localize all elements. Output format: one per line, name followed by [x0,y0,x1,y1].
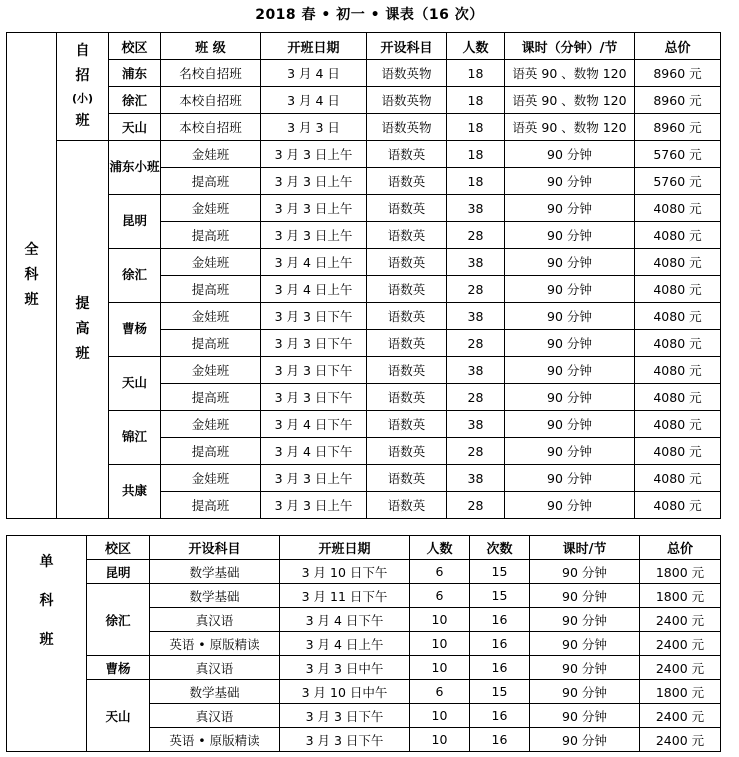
date-cell: 3 月 4 日上午 [261,276,367,303]
hours-cell: 90 分钟 [530,704,640,728]
date-cell: 3 月 4 日下午 [261,411,367,438]
column-header: 开设科目 [150,536,280,560]
count-cell: 18 [447,168,505,195]
date-cell: 3 月 3 日上午 [261,195,367,222]
subject-cell: 数学基础 [150,560,280,584]
date-cell: 3 月 3 日下午 [280,728,410,752]
campus-cell [109,141,161,195]
hours-cell: 90 分钟 [530,584,640,608]
hours-cell: 语英 90 、数物 120 [505,114,635,141]
count-cell: 6 [410,680,470,704]
table-row [7,680,721,704]
table-header-row [7,536,721,560]
full-subject-label-char: 全 [24,242,39,259]
price-cell: 4080 元 [635,438,721,465]
campus-cell: 徐汇 [87,584,150,656]
hours-cell: 90 分钟 [505,249,635,276]
hours-cell: 90 分钟 [505,438,635,465]
date-cell: 3 月 4 日上午 [280,632,410,656]
subjects-cell: 语数英 [367,465,447,492]
date-cell: 3 月 4 日下午 [280,608,410,632]
price-cell: 8960 元 [635,60,721,87]
subject-cell: 真汉语 [150,704,280,728]
self-enroll-label-char: (小) [71,92,94,106]
subjects-cell: 语数英 [367,330,447,357]
date-cell: 3 月 3 日上午 [261,141,367,168]
price-cell: 4080 元 [635,492,721,519]
hours-cell: 90 分钟 [505,168,635,195]
subjects-cell: 语数英 [367,222,447,249]
self-enroll-label-char: 班 [75,113,90,130]
column-header: 人数 [410,536,470,560]
column-header: 校区 [109,33,161,60]
subject-cell: 英语 • 原版精读 [150,632,280,656]
date-cell: 3 月 10 日下午 [280,560,410,584]
price-cell: 8960 元 [635,114,721,141]
count-cell: 6 [410,560,470,584]
subject-cell: 英语 • 原版精读 [150,728,280,752]
subjects-cell: 语数英 [367,492,447,519]
class-cell: 名校自招班 [161,60,261,87]
date-cell: 3 月 3 日上午 [261,168,367,195]
class-cell: 本校自招班 [161,87,261,114]
price-cell: 2400 元 [640,704,721,728]
date-cell: 3 月 3 日下午 [261,330,367,357]
count-cell: 38 [447,357,505,384]
subject-cell: 数学基础 [150,680,280,704]
price-cell: 1800 元 [640,680,721,704]
price-cell: 1800 元 [640,584,721,608]
table-row [7,560,721,584]
class-cell: 金娃班 [161,357,261,384]
price-cell: 4080 元 [635,357,721,384]
campus-name: 徐汇 [121,267,147,283]
subjects-cell: 语数英 [367,303,447,330]
full-subject-label-char: 班 [24,291,39,308]
improve-label-char: 高 [75,321,90,338]
full-course-table [6,32,721,519]
campus-cell: 浦东 [109,60,161,87]
times-cell: 15 [470,584,530,608]
date-cell: 3 月 3 日上午 [261,465,367,492]
table-header-row [7,33,721,60]
column-header: 总价 [635,33,721,60]
campus-cell [109,465,161,519]
table-row [7,303,721,330]
campus-name: 天山 [121,375,147,391]
date-cell: 3 月 3 日下午 [280,704,410,728]
self-enroll-label-char: 招 [75,67,90,84]
date-cell: 3 月 3 日下午 [261,303,367,330]
hours-cell: 90 分钟 [505,303,635,330]
count-cell: 10 [410,608,470,632]
count-cell: 18 [447,114,505,141]
count-cell: 10 [410,704,470,728]
column-header: 次数 [470,536,530,560]
price-cell: 2400 元 [640,608,721,632]
column-header: 开班日期 [280,536,410,560]
times-cell: 16 [470,608,530,632]
subject-cell: 真汉语 [150,656,280,680]
hours-cell: 90 分钟 [530,656,640,680]
class-cell: 金娃班 [161,141,261,168]
date-cell: 3 月 10 日中午 [280,680,410,704]
hours-cell: 90 分钟 [530,560,640,584]
price-cell: 2400 元 [640,656,721,680]
table-row [7,195,721,222]
subjects-cell: 语数英 [367,384,447,411]
class-cell: 金娃班 [161,465,261,492]
class-cell: 金娃班 [161,411,261,438]
date-cell: 3 月 3 日 [261,114,367,141]
campus-name: 昆明 [121,213,147,229]
count-cell: 28 [447,438,505,465]
subjects-cell: 语数英 [367,276,447,303]
price-cell: 4080 元 [635,465,721,492]
campus-cell [109,249,161,303]
table-row [7,249,721,276]
date-cell: 3 月 4 日下午 [261,438,367,465]
subjects-cell: 语数英 [367,438,447,465]
hours-cell: 90 分钟 [505,195,635,222]
date-cell: 3 月 11 日下午 [280,584,410,608]
column-header: 开设科目 [367,33,447,60]
class-cell: 金娃班 [161,249,261,276]
table-row [7,87,721,114]
campus-name: 浦东小班 [109,159,160,175]
table-row [7,141,721,168]
price-cell: 4080 元 [635,330,721,357]
price-cell: 5760 元 [635,141,721,168]
hours-cell: 语英 90 、数物 120 [505,87,635,114]
class-cell: 金娃班 [161,195,261,222]
date-cell: 3 月 3 日中午 [280,656,410,680]
count-cell: 10 [410,632,470,656]
hours-cell: 90 分钟 [505,357,635,384]
price-cell: 1800 元 [640,560,721,584]
count-cell: 38 [447,465,505,492]
self-enroll-label [57,33,109,141]
column-header: 课时/节 [530,536,640,560]
improve-label-char: 班 [75,345,90,362]
table-row [7,465,721,492]
campus-name: 共康 [121,483,147,499]
column-header: 人数 [447,33,505,60]
column-header: 开班日期 [261,33,367,60]
count-cell: 28 [447,492,505,519]
price-cell: 4080 元 [635,303,721,330]
price-cell: 4080 元 [635,411,721,438]
hours-cell: 语英 90 、数物 120 [505,60,635,87]
count-cell: 38 [447,411,505,438]
date-cell: 3 月 3 日下午 [261,357,367,384]
campus-cell [109,357,161,411]
hours-cell: 90 分钟 [530,632,640,656]
price-cell: 4080 元 [635,222,721,249]
subjects-cell: 语数英 [367,357,447,384]
subjects-cell: 语数英物 [367,114,447,141]
table-row [7,656,721,680]
date-cell: 3 月 3 日上午 [261,492,367,519]
subject-cell: 真汉语 [150,608,280,632]
count-cell: 10 [410,728,470,752]
price-cell: 4080 元 [635,384,721,411]
class-cell: 提高班 [161,438,261,465]
subjects-cell: 语数英 [367,141,447,168]
campus-cell: 天山 [109,114,161,141]
count-cell: 10 [410,656,470,680]
count-cell: 6 [410,584,470,608]
improve-label [57,141,109,519]
single-subject-label-char: 单 [39,554,54,570]
count-cell: 28 [447,222,505,249]
hours-cell: 90 分钟 [530,608,640,632]
price-cell: 2400 元 [640,632,721,656]
hours-cell: 90 分钟 [530,728,640,752]
single-subject-label-char: 科 [39,592,54,609]
single-subject-label [7,536,87,752]
self-enroll-label-char: 自 [75,42,90,59]
table-row [7,114,721,141]
price-cell: 4080 元 [635,249,721,276]
times-cell: 16 [470,656,530,680]
column-header: 班 级 [161,33,261,60]
price-cell: 4080 元 [635,276,721,303]
count-cell: 28 [447,384,505,411]
hours-cell: 90 分钟 [530,680,640,704]
class-cell: 本校自招班 [161,114,261,141]
table-row [7,60,721,87]
class-cell: 提高班 [161,276,261,303]
hours-cell: 90 分钟 [505,411,635,438]
date-cell: 3 月 3 日下午 [261,384,367,411]
subjects-cell: 语数英物 [367,87,447,114]
hours-cell: 90 分钟 [505,141,635,168]
class-cell: 提高班 [161,492,261,519]
date-cell: 3 月 4 日上午 [261,249,367,276]
times-cell: 16 [470,728,530,752]
single-course-table [6,535,721,752]
campus-cell: 曹杨 [87,656,150,680]
hours-cell: 90 分钟 [505,330,635,357]
count-cell: 38 [447,303,505,330]
count-cell: 28 [447,276,505,303]
class-cell: 提高班 [161,384,261,411]
full-subject-label-char: 科 [24,267,39,284]
campus-cell: 徐汇 [109,87,161,114]
date-cell: 3 月 3 日上午 [261,222,367,249]
campus-cell [109,303,161,357]
subjects-cell: 语数英 [367,249,447,276]
times-cell: 15 [470,560,530,584]
table-row [7,357,721,384]
table-row [7,584,721,608]
campus-cell: 天山 [87,680,150,752]
campus-cell [109,411,161,465]
count-cell: 28 [447,330,505,357]
class-cell: 提高班 [161,330,261,357]
class-cell: 金娃班 [161,303,261,330]
column-header: 课时（分钟）/节 [505,33,635,60]
price-cell: 2400 元 [640,728,721,752]
full-subject-label [7,33,57,519]
times-cell: 15 [470,680,530,704]
subjects-cell: 语数英物 [367,60,447,87]
column-header: 校区 [87,536,150,560]
campus-name: 曹杨 [121,321,147,337]
class-cell: 提高班 [161,222,261,249]
price-cell: 5760 元 [635,168,721,195]
hours-cell: 90 分钟 [505,384,635,411]
hours-cell: 90 分钟 [505,492,635,519]
hours-cell: 90 分钟 [505,222,635,249]
price-cell: 8960 元 [635,87,721,114]
column-header: 总价 [640,536,721,560]
subjects-cell: 语数英 [367,411,447,438]
subject-cell: 数学基础 [150,584,280,608]
page-title: 2018 春 • 初一 • 课表（16 次） [255,7,484,23]
count-cell: 18 [447,141,505,168]
subjects-cell: 语数英 [367,168,447,195]
count-cell: 38 [447,195,505,222]
campus-name: 锦江 [121,429,147,445]
hours-cell: 90 分钟 [505,276,635,303]
single-subject-label-char: 班 [39,631,54,648]
times-cell: 16 [470,632,530,656]
count-cell: 38 [447,249,505,276]
count-cell: 18 [447,60,505,87]
times-cell: 16 [470,704,530,728]
class-cell: 提高班 [161,168,261,195]
subjects-cell: 语数英 [367,195,447,222]
price-cell: 4080 元 [635,195,721,222]
hours-cell: 90 分钟 [505,465,635,492]
campus-cell [109,195,161,249]
campus-cell: 昆明 [87,560,150,584]
date-cell: 3 月 4 日 [261,87,367,114]
table-row [7,411,721,438]
count-cell: 18 [447,87,505,114]
date-cell: 3 月 4 日 [261,60,367,87]
improve-label-char: 提 [75,296,90,313]
